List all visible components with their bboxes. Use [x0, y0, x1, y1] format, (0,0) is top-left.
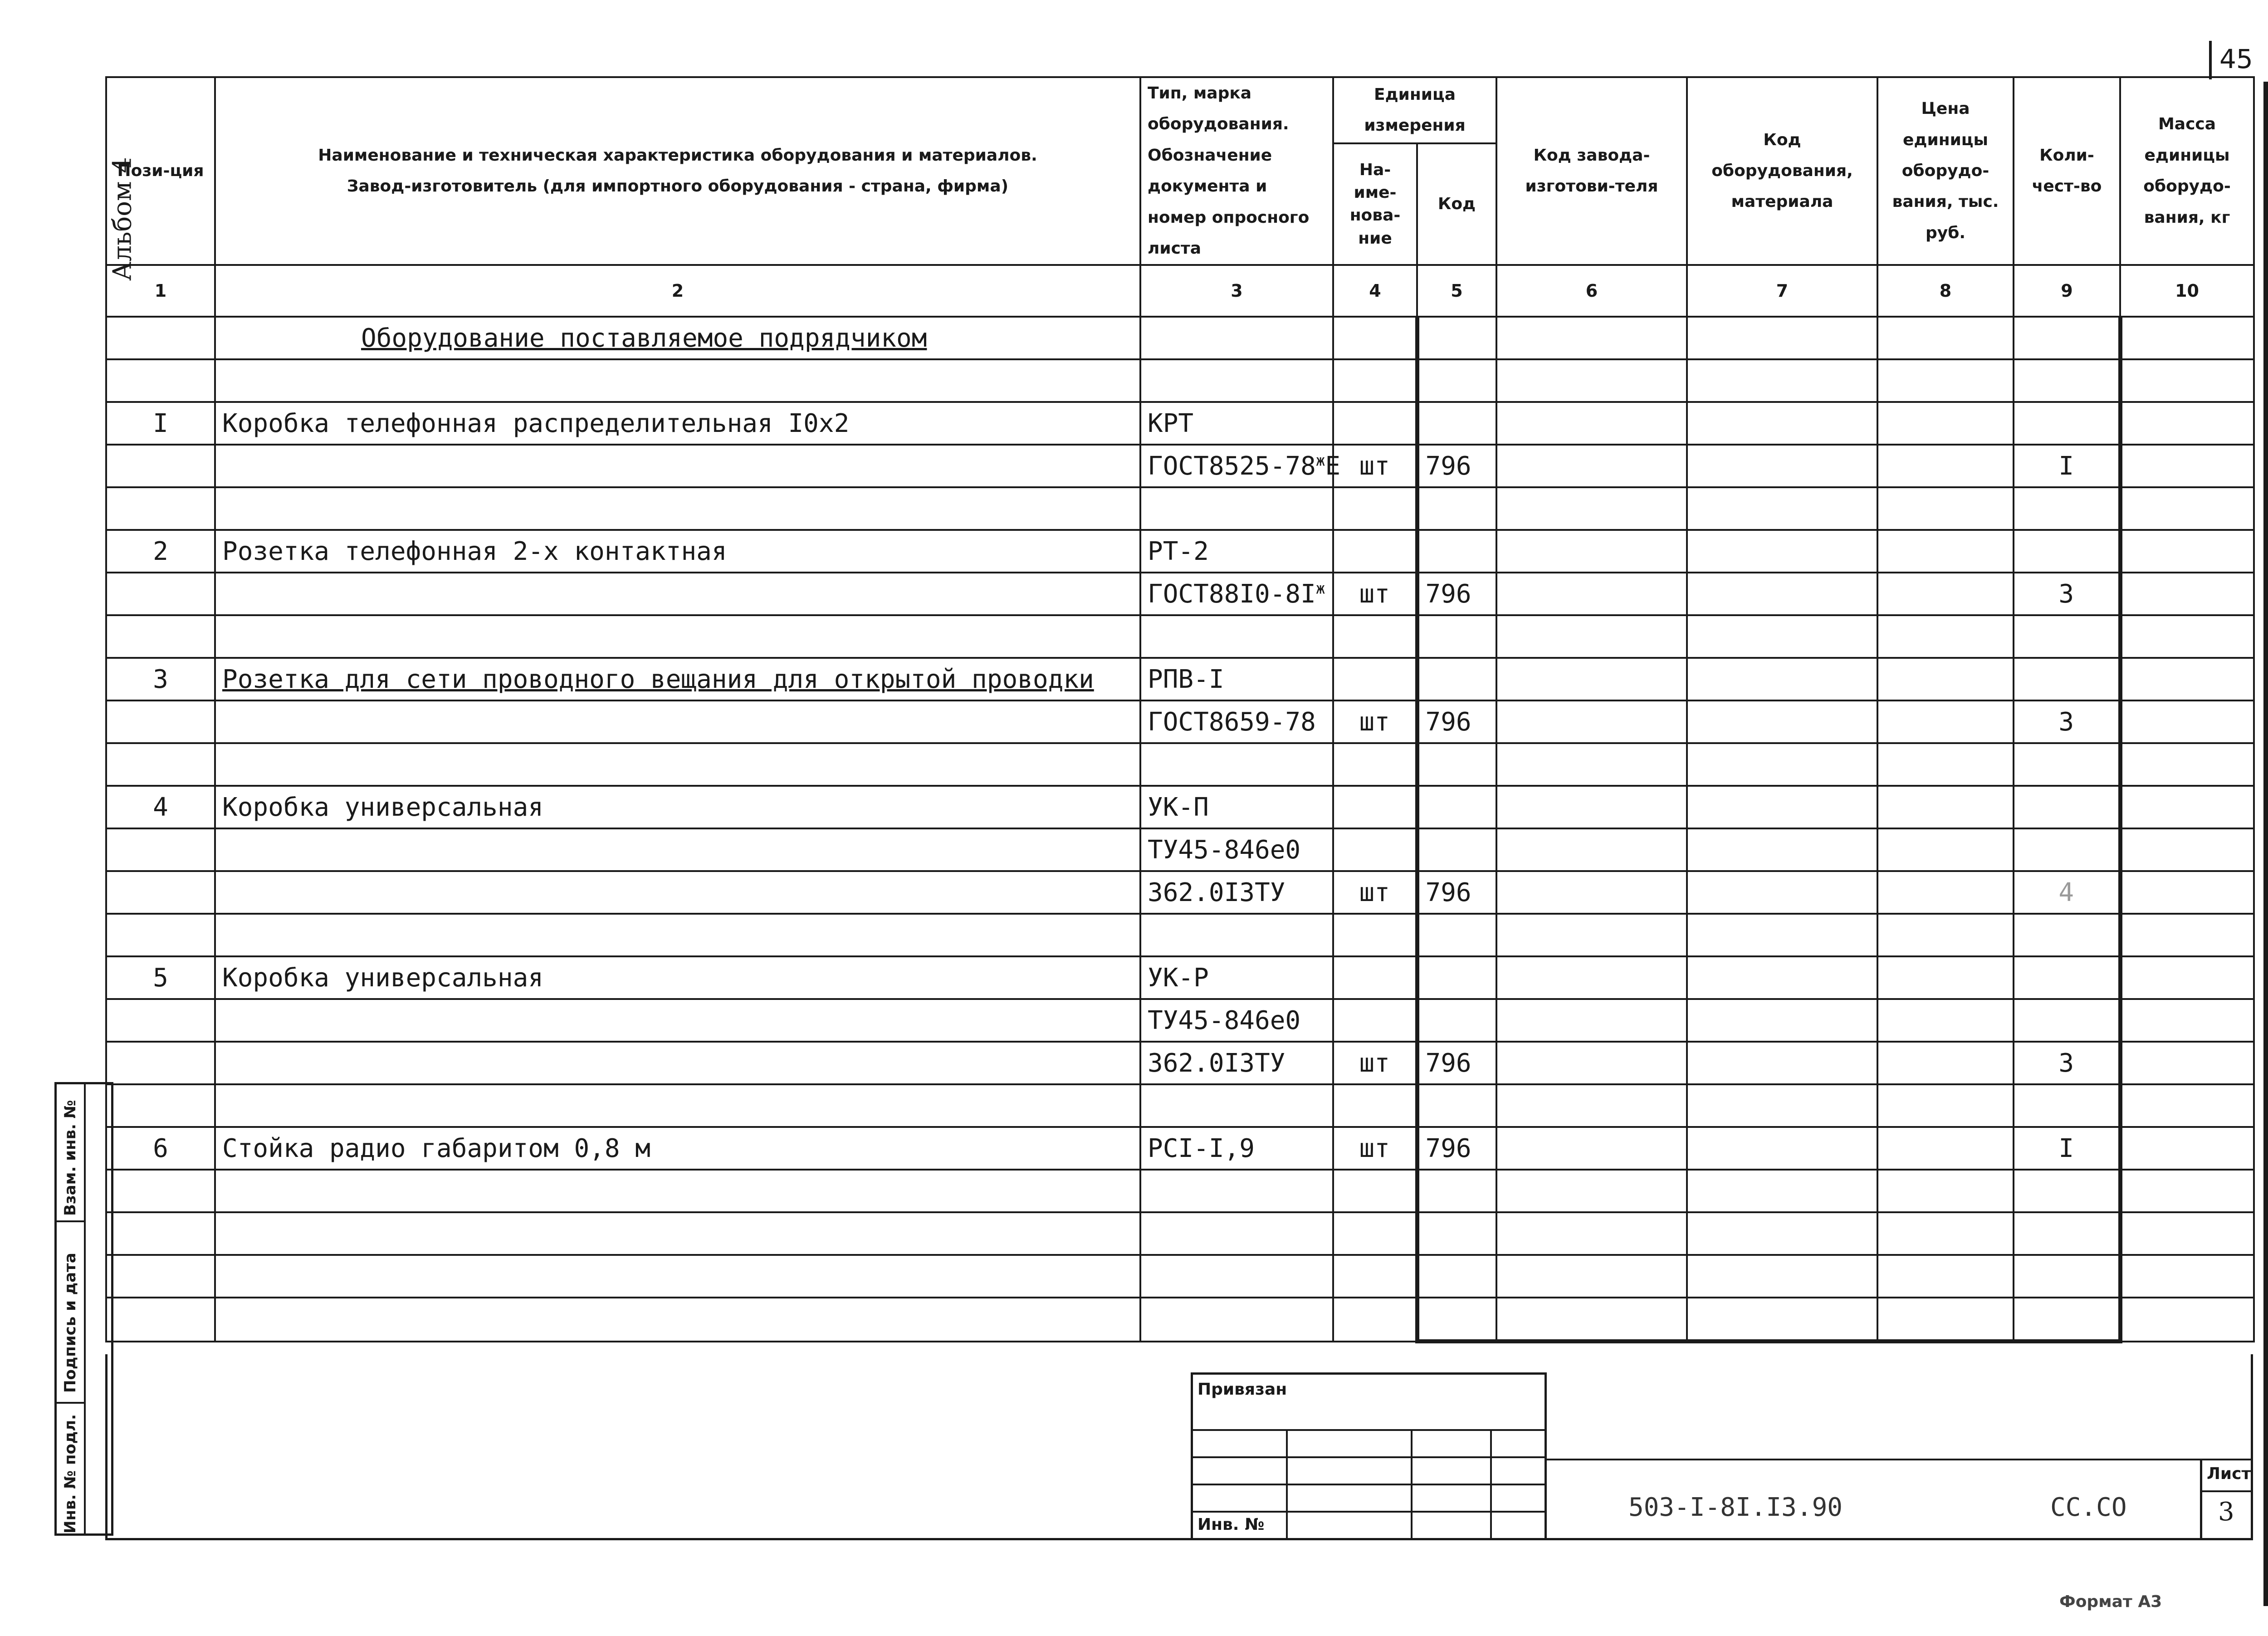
table-row: [106, 786, 2254, 828]
item-position: 5: [106, 956, 215, 999]
item-document: ТУ45-846е0: [1140, 828, 1333, 871]
item-position: 2: [106, 530, 215, 573]
side-stamp-row-divider: [57, 1220, 84, 1222]
table-row: [106, 1298, 2254, 1342]
table-row: [106, 317, 2254, 359]
item-quantity: I: [2014, 1127, 2120, 1170]
item-type: УК-Р: [1140, 956, 1333, 999]
column-numbers-row: [106, 265, 2254, 317]
item-name: Розетка для сети проводного вещания для открытой проводки: [215, 658, 1140, 700]
item-unit-code: 796: [1417, 1042, 1496, 1084]
item-unit: шт: [1333, 1042, 1417, 1084]
side-stamp-divider: [84, 1084, 86, 1533]
item-quantity: 4: [2014, 871, 2120, 914]
table-row: [106, 743, 2254, 786]
section-title: Оборудование поставляемое подрядчиком: [215, 317, 1140, 359]
header-equipment-code: Код оборудования, материала: [1687, 77, 1877, 265]
item-position: 3: [106, 658, 215, 700]
header-quantity: Коли-чест-во: [2014, 77, 2120, 265]
column-number: 3: [1140, 265, 1333, 317]
header-name: [215, 77, 1140, 265]
column-number: 6: [1496, 265, 1687, 317]
item-unit-code: 796: [1417, 573, 1496, 615]
table-row: [106, 359, 2254, 402]
table-row: [106, 487, 2254, 530]
item-document: $ГОСТ88I0-8I^ж$: [1140, 573, 1333, 615]
header-type: Тип, марка оборудования. Обозначение документа и номер опросного листа: [1140, 77, 1333, 265]
sheet-box-divider: [2202, 1490, 2253, 1492]
item-type: УК-П: [1140, 786, 1333, 828]
stamp-divider: [1411, 1429, 1413, 1538]
item-quantity: I: [2014, 445, 2120, 487]
header-name-line1: Наименование и техническая характеристика оборудования и материалов.: [318, 146, 1037, 165]
table-row: [106, 445, 2254, 487]
header-unit-code: Код: [1417, 143, 1496, 265]
item-name: Коробка телефонная распределительная I0x2: [215, 402, 1140, 445]
item-unit: шт: [1333, 700, 1417, 743]
table-row: [106, 402, 2254, 445]
item-name: Коробка универсальная: [215, 786, 1140, 828]
header-position: Пози-ция: [106, 77, 215, 265]
item-unit: шт: [1333, 573, 1417, 615]
sheet-label: Лист: [2207, 1465, 2251, 1483]
item-unit: шт: [1333, 445, 1417, 487]
privyazan-label: Привязан: [1198, 1380, 1287, 1399]
binding-stamp: [1191, 1372, 1547, 1540]
item-unit-code: 796: [1417, 871, 1496, 914]
item-name: Стойка радио габаритом 0,8 м: [215, 1127, 1140, 1170]
album-label: Альбом 4: [108, 157, 137, 281]
item-unit-code: 796: [1417, 1127, 1496, 1170]
table-row: [106, 999, 2254, 1042]
table-row: [106, 1255, 2254, 1298]
specification-table: [105, 76, 2255, 1343]
item-position: 4: [106, 786, 215, 828]
table-row: [106, 1212, 2254, 1255]
document-code: 503-I-8I.I3.90: [1628, 1493, 1843, 1522]
table-row: [106, 1127, 2254, 1170]
table-row: [106, 914, 2254, 956]
inv-podl-label: Инв. № подл.: [61, 1414, 79, 1533]
column-number: 7: [1687, 265, 1877, 317]
table-row: [106, 1170, 2254, 1212]
item-type: РПВ-I: [1140, 658, 1333, 700]
document-mark: СС.СО: [2050, 1493, 2127, 1522]
column-number: 2: [215, 265, 1140, 317]
item-document: $ГОСТ8525-78^жЕ$: [1140, 445, 1333, 487]
item-quantity: 3: [2014, 573, 2120, 615]
item-position: 6: [106, 1127, 215, 1170]
table-row: [106, 956, 2254, 999]
table-row: [106, 828, 2254, 871]
table-row: [106, 1084, 2254, 1127]
header-unit-name: На-име-нова-ние: [1333, 143, 1417, 265]
header-unit-group: Единица измерения: [1333, 77, 1496, 143]
item-type: КРТ: [1140, 402, 1333, 445]
header-row: [106, 77, 2254, 143]
item-document: ТУ45-846е0: [1140, 999, 1333, 1042]
side-stamp: [54, 1082, 113, 1536]
table-row: [106, 530, 2254, 573]
item-position: I: [106, 402, 215, 445]
column-number: 9: [2014, 265, 2120, 317]
sheet-number: 3: [2218, 1497, 2234, 1527]
item-document: ГОСТ8659-78: [1140, 700, 1333, 743]
item-name: Коробка универсальная: [215, 956, 1140, 999]
header-name-line2: Завод-изготовитель (для импортного оборудования - страна, фирма): [347, 177, 1009, 196]
table-row: [106, 1042, 2254, 1084]
table-row: [106, 658, 2254, 700]
inv-no-label: Инв. №: [1198, 1515, 1265, 1534]
table-row: [106, 615, 2254, 658]
item-document: 362.0I3ТУ: [1140, 1042, 1333, 1084]
column-number: 4: [1333, 265, 1417, 317]
header-price: Цена единицы оборудо-вания, тыс. руб.: [1877, 77, 2014, 265]
item-unit: шт: [1333, 871, 1417, 914]
header-mass: Масса единицы оборудо-вания, кг: [2120, 77, 2254, 265]
column-number: 10: [2120, 265, 2254, 317]
item-quantity: 3: [2014, 700, 2120, 743]
stamp-divider: [1286, 1429, 1288, 1538]
vzam-inv-label: Взам. инв. №: [61, 1100, 79, 1216]
table-row: [106, 871, 2254, 914]
table-row: [106, 573, 2254, 615]
page-number: 45: [2219, 44, 2253, 74]
page-number-rule: [2209, 41, 2212, 79]
item-name: Розетка телефонная 2-х контактная: [215, 530, 1140, 573]
item-unit-code: 796: [1417, 700, 1496, 743]
item-type: РТ-2: [1140, 530, 1333, 573]
bottom-frame: [105, 1354, 2253, 1540]
column-number: 5: [1417, 265, 1496, 317]
column-number: 8: [1877, 265, 2014, 317]
format-label: Формат А3: [2059, 1592, 2162, 1611]
right-edge-rule: [2263, 82, 2268, 1606]
stamp-divider: [1490, 1429, 1492, 1538]
item-quantity: 3: [2014, 1042, 2120, 1084]
podpis-data-label: Подпись и дата: [61, 1253, 79, 1393]
item-unit-code: 796: [1417, 445, 1496, 487]
item-unit: шт: [1333, 1127, 1417, 1170]
header-factory-code: Код завода-изготови-теля: [1496, 77, 1687, 265]
title-block-divider: [1547, 1459, 2253, 1460]
item-document: 362.0I3ТУ: [1140, 871, 1333, 914]
column-number: 1: [106, 265, 215, 317]
item-type: РСI-I,9: [1140, 1127, 1333, 1170]
side-stamp-row-divider: [57, 1402, 84, 1404]
table-row: [106, 700, 2254, 743]
